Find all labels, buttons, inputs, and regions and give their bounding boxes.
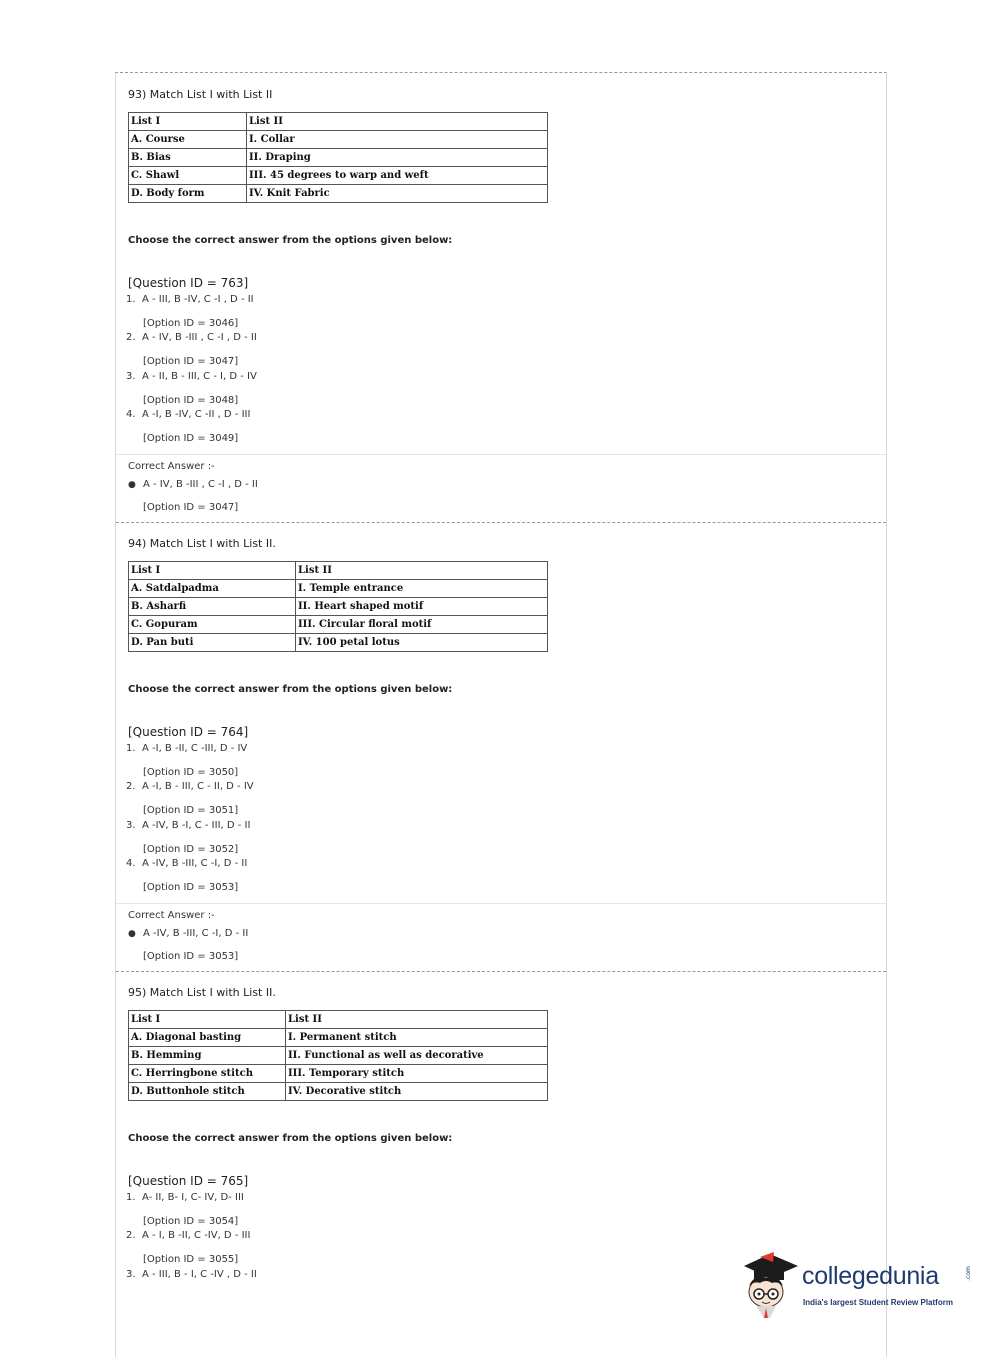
option-id: [Option ID = 3050]	[143, 767, 239, 778]
option-text: A- II, B- I, C- IV, D- III	[142, 1192, 244, 1203]
option-id: [Option ID = 3055]	[143, 1254, 239, 1265]
question-id: [Question ID = 764]	[128, 725, 249, 739]
page-frame	[115, 72, 887, 1357]
correct-answer-label: Correct Answer :-	[128, 461, 215, 472]
table-cell: D. Body form	[129, 185, 247, 203]
option-text: A -I, B - III, C - II, D - IV	[142, 781, 254, 792]
option-text: A - I, B -II, C -IV, D - III	[142, 1230, 251, 1241]
option-id: [Option ID = 3048]	[143, 395, 239, 406]
option-text: A - IV, B -III , C -I , D - II	[142, 332, 257, 343]
correct-option-id: [Option ID = 3047]	[143, 502, 239, 513]
table-cell: III. Circular floral motif	[296, 616, 548, 634]
option-number: 3.	[126, 1269, 136, 1280]
table-cell: D. Pan buti	[129, 634, 296, 652]
table-cell: C. Gopuram	[129, 616, 296, 634]
option-text: A -IV, B -III, C -I, D - II	[142, 858, 248, 869]
table-cell: List I	[129, 113, 247, 131]
table-row	[129, 598, 548, 616]
option-number: 3.	[126, 820, 136, 831]
option-4	[126, 858, 247, 869]
table-cell: III. Temporary stitch	[286, 1065, 548, 1083]
question-divider	[116, 971, 886, 972]
table-cell: IV. 100 petal lotus	[296, 634, 548, 652]
bullet-icon: ●	[128, 480, 136, 490]
question-title: 95) Match List I with List II.	[128, 986, 276, 999]
option-id: [Option ID = 3046]	[143, 318, 239, 329]
option-3	[126, 371, 257, 382]
table-cell: List II	[247, 113, 548, 131]
question-divider	[116, 522, 886, 523]
table-cell: List I	[129, 562, 296, 580]
option-text: A - II, B - III, C - I, D - IV	[142, 371, 257, 382]
mascot-icon	[740, 1248, 802, 1323]
table-cell: I. Collar	[247, 131, 548, 149]
option-number: 2.	[126, 1230, 136, 1241]
question-title: 93) Match List I with List II	[128, 88, 273, 101]
option-text: A -I, B -II, C -III, D - IV	[142, 743, 248, 754]
table-row	[129, 562, 548, 580]
match-table	[128, 112, 548, 203]
table-row	[129, 1011, 548, 1029]
table-cell: List II	[296, 562, 548, 580]
correct-answer	[128, 479, 258, 490]
option-4	[126, 409, 250, 420]
table-cell: IV. Decorative stitch	[286, 1083, 548, 1101]
table-row	[129, 113, 548, 131]
table-row	[129, 616, 548, 634]
correct-answer-text: A - IV, B -III , C -I , D - II	[143, 479, 258, 490]
table-cell: A. Diagonal basting	[129, 1029, 286, 1047]
option-number: 1.	[126, 294, 136, 305]
correct-answer-text: A -IV, B -III, C -I, D - II	[143, 928, 249, 939]
option-2	[126, 781, 254, 792]
option-2	[126, 332, 257, 343]
correct-answer-label: Correct Answer :-	[128, 910, 215, 921]
table-cell: C. Shawl	[129, 167, 247, 185]
option-1	[126, 1192, 244, 1203]
divider	[116, 454, 886, 455]
option-number: 4.	[126, 409, 136, 420]
option-text: A - III, B - I, C -IV , D - II	[142, 1269, 257, 1280]
table-row	[129, 131, 548, 149]
option-1	[126, 294, 254, 305]
option-number: 2.	[126, 332, 136, 343]
table-row	[129, 1083, 548, 1101]
table-row	[129, 634, 548, 652]
option-text: A -IV, B -I, C - III, D - II	[142, 820, 251, 831]
table-row	[129, 167, 548, 185]
table-cell: II. Draping	[247, 149, 548, 167]
option-id: [Option ID = 3049]	[143, 433, 239, 444]
table-cell: A. Satdalpadma	[129, 580, 296, 598]
correct-option-id: [Option ID = 3053]	[143, 951, 239, 962]
bullet-icon: ●	[128, 929, 136, 939]
option-id: [Option ID = 3047]	[143, 356, 239, 367]
option-3	[126, 820, 250, 831]
option-number: 4.	[126, 858, 136, 869]
logo-tagline: India's largest Student Review Platform	[803, 1298, 953, 1307]
match-table	[128, 1010, 548, 1101]
instruction-text: Choose the correct answer from the options given below:	[128, 684, 453, 695]
table-cell: List II	[286, 1011, 548, 1029]
table-row	[129, 1029, 548, 1047]
option-number: 2.	[126, 781, 136, 792]
table-cell: II. Heart shaped motif	[296, 598, 548, 616]
match-table	[128, 561, 548, 652]
option-number: 1.	[126, 743, 136, 754]
option-text: A - III, B -IV, C -I , D - II	[142, 294, 254, 305]
option-1	[126, 743, 247, 754]
table-row	[129, 1047, 548, 1065]
option-text: A -I, B -IV, C -II , D - III	[142, 409, 251, 420]
option-id: [Option ID = 3052]	[143, 844, 239, 855]
option-id: [Option ID = 3053]	[143, 882, 239, 893]
table-row	[129, 185, 548, 203]
option-3	[126, 1269, 257, 1280]
question-title: 94) Match List I with List II.	[128, 537, 276, 550]
logo-wordmark: collegedunia	[802, 1262, 939, 1290]
divider	[116, 903, 886, 904]
option-number: 1.	[126, 1192, 136, 1203]
correct-answer	[128, 928, 248, 939]
table-cell: III. 45 degrees to warp and weft	[247, 167, 548, 185]
instruction-text: Choose the correct answer from the options given below:	[128, 1133, 453, 1144]
table-cell: B. Asharfi	[129, 598, 296, 616]
logo-domain: .com	[964, 1266, 972, 1281]
table-cell: I. Temple entrance	[296, 580, 548, 598]
table-cell: B. Bias	[129, 149, 247, 167]
table-cell: II. Functional as well as decorative	[286, 1047, 548, 1065]
table-cell: B. Hemming	[129, 1047, 286, 1065]
option-number: 3.	[126, 371, 136, 382]
table-row	[129, 1065, 548, 1083]
option-id: [Option ID = 3054]	[143, 1216, 239, 1227]
instruction-text: Choose the correct answer from the options given below:	[128, 235, 453, 246]
table-cell: I. Permanent stitch	[286, 1029, 548, 1047]
table-cell: D. Buttonhole stitch	[129, 1083, 286, 1101]
table-cell: A. Course	[129, 131, 247, 149]
table-cell: List I	[129, 1011, 286, 1029]
option-2	[126, 1230, 250, 1241]
table-row	[129, 149, 548, 167]
collegedunia-logo[interactable]	[740, 1248, 980, 1323]
table-cell: C. Herringbone stitch	[129, 1065, 286, 1083]
table-row	[129, 580, 548, 598]
option-id: [Option ID = 3051]	[143, 805, 239, 816]
question-id: [Question ID = 763]	[128, 276, 249, 290]
table-cell: IV. Knit Fabric	[247, 185, 548, 203]
question-id: [Question ID = 765]	[128, 1174, 249, 1188]
